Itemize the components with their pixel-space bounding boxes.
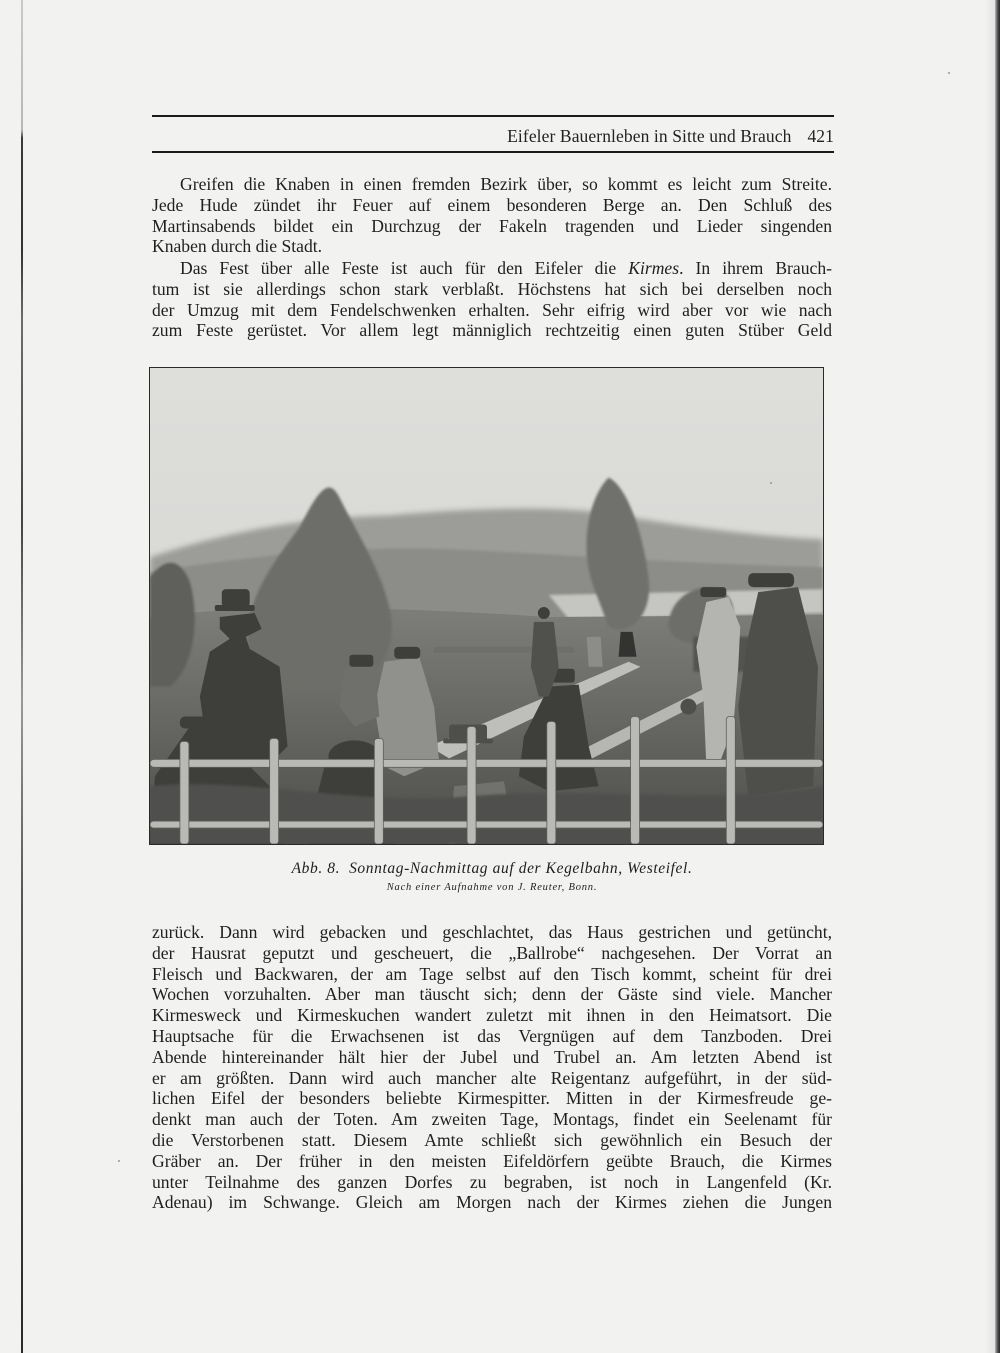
text-line: Jede Hude zündet ihr Feuer auf einem besonderen Berge an. Den Schluß des bbox=[152, 194, 832, 215]
book-gutter-edge bbox=[21, 0, 23, 1353]
text-line: er am größten. Dann wird auch mancher alte Reigentanz aufgeführt, in der süd- bbox=[152, 1067, 832, 1088]
text-line: Wochen vorzuhalten. Aber man täuscht sich; denn der Gäste sind viele. Mancher bbox=[152, 984, 832, 1005]
photograph-kegelbahn bbox=[149, 367, 824, 845]
page-right-edge bbox=[995, 0, 1000, 1353]
text-line: Knaben durch die Stadt. bbox=[152, 236, 323, 257]
text-line: Abende hintereinander hält hier der Jubel und Trubel an. Am letzten Abend ist bbox=[152, 1046, 832, 1067]
text-line: Greifen die Knaben in einen fremden Bezirk über, so kommt es leicht zum Streite. bbox=[180, 174, 832, 194]
paragraph-2 bbox=[152, 258, 832, 341]
figure-credit: Nach einer Aufnahme von J. Reuter, Bonn. bbox=[386, 882, 598, 893]
text-line: die Verstorbenen statt. Diesem Amte schließt sich gewöhnlich ein Besuch der bbox=[152, 1129, 832, 1150]
photo-illustration bbox=[150, 368, 823, 844]
text-line: der Umzug mit dem Fendelschwenken erhalten. Sehr eifrig wird aber vor wie nach bbox=[152, 299, 832, 320]
paragraph-3 bbox=[152, 922, 832, 1213]
page-edge-shadow bbox=[985, 0, 995, 1353]
header-rule-top bbox=[152, 115, 834, 117]
text-line: Adenau) im Schwange. Gleich am Morgen nach der Kirmes ziehen die Jungen bbox=[152, 1192, 832, 1213]
text-line: Martinsabends bildet ein Durchzug der Fakeln tragenden und Lieder singenden bbox=[152, 215, 832, 236]
text-line: unter Teilnahme des ganzen Dorfes zu begraben, ist noch in Langenfeld (Kr. bbox=[152, 1171, 832, 1192]
header-rule-bottom bbox=[152, 151, 834, 153]
text-line: zurück. Dann wird gebacken und geschlachtet, das Haus gestrichen und getüncht, bbox=[152, 922, 832, 942]
text-line: Kirmesweck und Kirmeskuchen wandert zuletzt mit ihnen in den Heimatsort. Die bbox=[152, 1005, 832, 1026]
paper-speck bbox=[948, 72, 950, 74]
emphasis-kirmes: Kirmes bbox=[628, 258, 680, 278]
figure-title: Sonntag-Nachmittag auf der Kegelbahn, Westeifel. bbox=[349, 860, 693, 877]
paper-speck bbox=[118, 1160, 120, 1162]
text-line: lichen Eifel der besonders beliebte Kirmespitter. Mitten in der Kirmesfreude ge- bbox=[152, 1088, 832, 1109]
text-line: Fleisch und Backwaren, der am Tage selbst auf den Tisch kommt, scheint für drei bbox=[152, 963, 832, 984]
paragraph-1 bbox=[152, 174, 832, 257]
text-line: der Hausrat geputzt und gescheuert, die „Ballrobe“ nachgesehen. Der Vorrat an bbox=[152, 942, 832, 963]
text-line: Gräber an. Der früher in den meisten Eifeldörfern geübte Brauch, die Kirmes bbox=[152, 1150, 832, 1171]
paper-speck bbox=[770, 482, 772, 484]
figure-label: Abb. 8. bbox=[291, 860, 341, 877]
text-line: zum Feste gerüstet. Vor allem legt männiglich rechtzeitig einen guten Stüber Geld bbox=[152, 320, 832, 341]
text-line: Hauptsache für die Erwachsenen ist das Vergnügen auf dem Tanzboden. Drei bbox=[152, 1025, 832, 1046]
running-header bbox=[152, 126, 834, 147]
text-line: Das Fest über alle Feste ist auch für den Eifeler die Kirmes. In ihrem Brauch- bbox=[180, 258, 832, 278]
running-title: Eifeler Bauernleben in Sitte und Brauch bbox=[507, 126, 792, 146]
page-number: 421 bbox=[807, 126, 834, 146]
text-line: denkt man auch der Toten. Am zweiten Tage, Montags, findet ein Seelenamt für bbox=[152, 1109, 832, 1130]
text-line: tum ist sie allerdings schon stark verblaßt. Höchstens hat sich bei derselben noch bbox=[152, 278, 832, 299]
figure-caption bbox=[152, 860, 832, 878]
